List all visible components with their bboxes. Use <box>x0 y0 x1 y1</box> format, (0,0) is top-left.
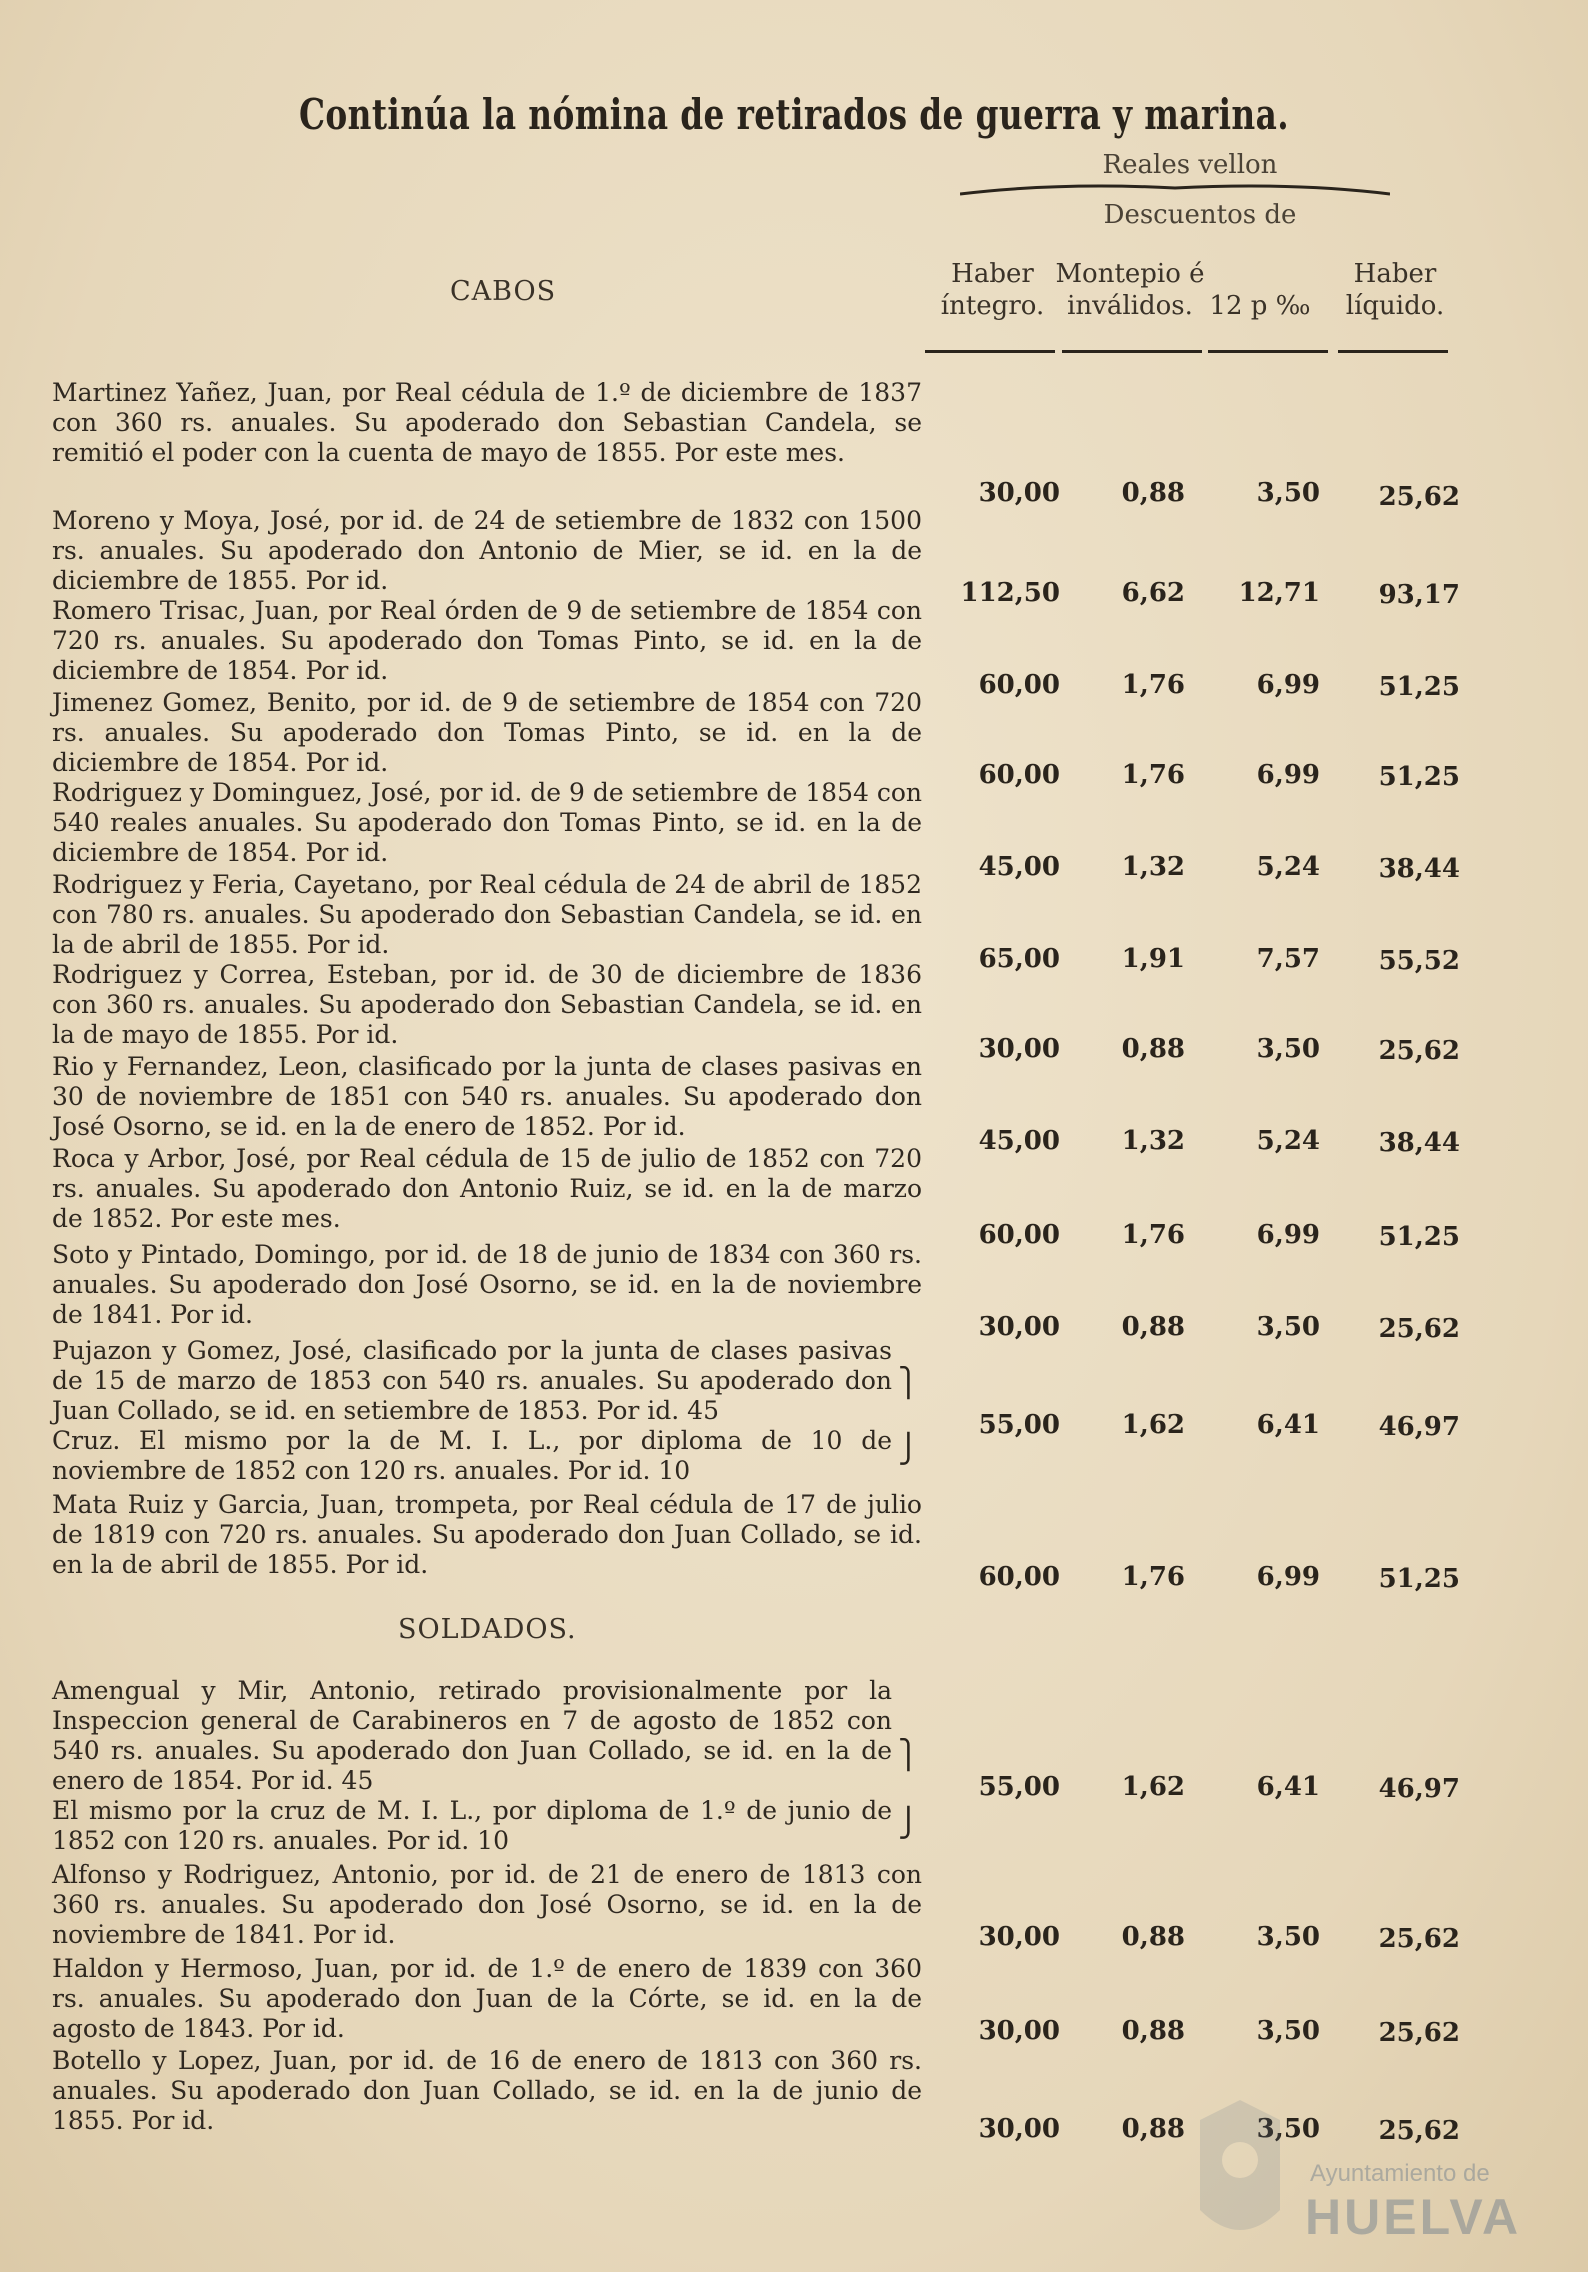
watermark-line1: Ayuntamiento de <box>1310 2160 1490 2187</box>
doce-por-mil-value: 3,50 <box>1256 478 1320 508</box>
doce-por-mil-value: 5,24 <box>1256 852 1320 882</box>
haber-integro-value: 112,50 <box>960 578 1060 608</box>
entry-text-sub: El mismo por la cruz de M. I. L., por diploma de 1.º de junio de 1852 con 120 rs. anuales. Por id. 10 <box>52 1796 892 1855</box>
header-rule <box>1062 350 1202 353</box>
haber-integro-value: 30,00 <box>978 478 1060 508</box>
doce-por-mil-value: 6,99 <box>1256 1220 1320 1250</box>
entry-text: Mata Ruiz y Garcia, Juan, trompeta, por Real cédula de 17 de julio de 1819 con 720 rs. anuales. Su apoderado don Juan Collado, se id. en la de abril de 1855. Por id. <box>52 1490 922 1579</box>
col-12-por-mil: 12 p ‰ <box>1209 291 1311 321</box>
haber-liquido-value: 51,25 <box>1378 1222 1460 1252</box>
header-rule <box>1338 350 1448 353</box>
page-title: Continúa la nómina de retirados de guerra y marina. <box>298 90 1290 139</box>
haber-liquido-value: 51,25 <box>1378 1564 1460 1594</box>
doce-por-mil-value: 7,57 <box>1256 944 1320 974</box>
haber-liquido-value: 46,97 <box>1378 1774 1460 1804</box>
haber-liquido-value: 25,62 <box>1378 2116 1460 2146</box>
haber-liquido-value: 46,97 <box>1378 1412 1460 1442</box>
doce-por-mil-value: 3,50 <box>1256 1034 1320 1064</box>
doce-por-mil-value: 6,41 <box>1256 1772 1320 1802</box>
haber-liquido-value: 38,44 <box>1378 1128 1460 1158</box>
montepio-value: 1,76 <box>1121 1220 1185 1250</box>
entry-text: Rio y Fernandez, Leon, clasificado por la junta de clases pasivas en 30 de noviembre de 1851 con 540 rs. anuales. Su apoderado don José Osorno, se id. en la de enero de 1852. Por id. <box>52 1052 922 1141</box>
montepio-value: 1,76 <box>1121 760 1185 790</box>
entry-text: Romero Trisac, Juan, por Real órden de 9 de setiembre de 1854 con 720 rs. anuales. Su apoderado don Tomas Pinto, se id. en la de diciembre de 1854. Por id. <box>52 596 922 685</box>
bracket-glyph: ⎭ <box>898 1432 919 1465</box>
entry-text: Pujazon y Gomez, José, clasificado por la junta de clases pasivas de 15 de marzo de 1853 con 540 rs. anuales. Su apoderado don Juan Collado, se id. en setiembre de 1853. Por id. 45 <box>52 1336 892 1425</box>
header-brace <box>960 180 1390 198</box>
col-haber-integro: Haber íntegro. <box>940 259 1045 321</box>
section-soldados: SOLDADOS. <box>398 1614 577 1645</box>
entry-text: Amengual y Mir, Antonio, retirado provisionalmente por la Inspeccion general de Carabineros en 7 de agosto de 1852 con 540 rs. anuales. Su apoderado don Juan Collado, se id. en la de enero de 1854. Por id. 45 <box>52 1676 892 1795</box>
haber-integro-value: 65,00 <box>978 944 1060 974</box>
haber-integro-value: 60,00 <box>978 760 1060 790</box>
haber-liquido-value: 51,25 <box>1378 762 1460 792</box>
haber-liquido-value: 25,62 <box>1378 2018 1460 2048</box>
entry-text: Jimenez Gomez, Benito, por id. de 9 de setiembre de 1854 con 720 rs. anuales. Su apoderado don Tomas Pinto, se id. en la de diciembre de 1854. Por id. <box>52 688 922 777</box>
header-rule <box>925 350 1055 353</box>
haber-liquido-value: 93,17 <box>1378 580 1460 610</box>
doce-por-mil-value: 6,41 <box>1256 1410 1320 1440</box>
entry-text: Botello y Lopez, Juan, por id. de 16 de enero de 1813 con 360 rs. anuales. Su apoderado don Juan Collado, se id. en la de junio de 1855. Por id. <box>52 2046 922 2135</box>
entry-text: Alfonso y Rodriguez, Antonio, por id. de 21 de enero de 1813 con 360 rs. anuales. Su apoderado don José Osorno, se id. en la de noviembre de 1841. Por id. <box>52 1860 922 1949</box>
entry-text-sub: Cruz. El mismo por la de M. I. L., por diploma de 10 de noviembre de 1852 con 120 rs. anuales. Por id. 10 <box>52 1426 892 1485</box>
doce-por-mil-value: 3,50 <box>1256 1922 1320 1952</box>
col-haber-liquido: Haber líquido. <box>1345 259 1445 321</box>
bracket-glyph: ⎫ <box>898 1366 919 1399</box>
haber-integro-value: 60,00 <box>978 1562 1060 1592</box>
doce-por-mil-value: 6,99 <box>1256 670 1320 700</box>
haber-integro-value: 30,00 <box>978 1922 1060 1952</box>
montepio-value: 1,76 <box>1121 670 1185 700</box>
montepio-value: 1,32 <box>1121 852 1185 882</box>
haber-integro-value: 45,00 <box>978 1126 1060 1156</box>
doce-por-mil-value: 3,50 <box>1256 2016 1320 2046</box>
haber-integro-value: 60,00 <box>978 1220 1060 1250</box>
haber-liquido-value: 25,62 <box>1378 1314 1460 1344</box>
haber-liquido-value: 55,52 <box>1378 946 1460 976</box>
doce-por-mil-value: 6,99 <box>1256 760 1320 790</box>
entry-text: Haldon y Hermoso, Juan, por id. de 1.º de enero de 1839 con 360 rs. anuales. Su apoderado don Juan de la Córte, se id. en la de agosto de 1843. Por id. <box>52 1954 922 2043</box>
haber-integro-value: 30,00 <box>978 2114 1060 2144</box>
montepio-value: 1,76 <box>1121 1562 1185 1592</box>
haber-liquido-value: 25,62 <box>1378 1036 1460 1066</box>
montepio-value: 0,88 <box>1121 2016 1185 2046</box>
doce-por-mil-value: 12,71 <box>1238 578 1320 608</box>
montepio-value: 0,88 <box>1121 2114 1185 2144</box>
haber-integro-value: 55,00 <box>978 1772 1060 1802</box>
montepio-value: 1,62 <box>1121 1410 1185 1440</box>
entry-text: Soto y Pintado, Domingo, por id. de 18 de junio de 1834 con 360 rs. anuales. Su apoderado don José Osorno, se id. en la de noviembre de 1841. Por id. <box>52 1240 922 1329</box>
col-montepio: Montepio é inválidos. <box>1055 259 1205 321</box>
bracket-glyph: ⎫ <box>898 1738 919 1771</box>
watermark-line2: HUELVA <box>1305 2189 1522 2245</box>
haber-integro-value: 60,00 <box>978 670 1060 700</box>
montepio-value: 1,32 <box>1121 1126 1185 1156</box>
haber-integro-value: 55,00 <box>978 1410 1060 1440</box>
haber-integro-value: 30,00 <box>978 1034 1060 1064</box>
bracket-glyph: ⎭ <box>898 1806 919 1839</box>
haber-integro-value: 30,00 <box>978 2016 1060 2046</box>
haber-liquido-value: 25,62 <box>1378 482 1460 512</box>
descuentos-header: Descuentos de <box>1103 200 1297 230</box>
doce-por-mil-value: 3,50 <box>1256 2114 1320 2144</box>
entry-text: Rodriguez y Feria, Cayetano, por Real cédula de 24 de abril de 1852 con 780 rs. anuales. Su apoderado don Sebastian Candela, se id. en la de abril de 1855. Por id. <box>52 870 922 959</box>
montepio-value: 0,88 <box>1121 1922 1185 1952</box>
entry-text: Roca y Arbor, José, por Real cédula de 15 de julio de 1852 con 720 rs. anuales. Su apoderado don Antonio Ruiz, se id. en la de marzo de 1852. Por este mes. <box>52 1144 922 1233</box>
entry-text: Rodriguez y Dominguez, José, por id. de 9 de setiembre de 1854 con 540 reales anuales. Su apoderado don Tomas Pinto, se id. en la de diciembre de 1854. Por id. <box>52 778 922 867</box>
haber-integro-value: 30,00 <box>978 1312 1060 1342</box>
haber-liquido-value: 51,25 <box>1378 672 1460 702</box>
entry-text: Martinez Yañez, Juan, por Real cédula de 1.º de diciembre de 1837 con 360 rs. anuales. Su apoderado don Sebastian Candela, se remitió el poder con la cuenta de mayo de 1855. Por este mes. <box>52 378 922 467</box>
montepio-value: 0,88 <box>1121 1312 1185 1342</box>
haber-liquido-value: 25,62 <box>1378 1924 1460 1954</box>
montepio-value: 0,88 <box>1121 1034 1185 1064</box>
montepio-value: 1,91 <box>1121 944 1185 974</box>
montepio-value: 0,88 <box>1121 478 1185 508</box>
doce-por-mil-value: 6,99 <box>1256 1562 1320 1592</box>
doce-por-mil-value: 5,24 <box>1256 1126 1320 1156</box>
montepio-value: 6,62 <box>1121 578 1185 608</box>
entry-text: Moreno y Moya, José, por id. de 24 de setiembre de 1832 con 1500 rs. anuales. Su apoderado don Antonio de Mier, se id. en la de diciembre de 1855. Por id. <box>52 506 922 595</box>
section-cabos: CABOS <box>450 276 557 307</box>
header-rule <box>1208 350 1328 353</box>
haber-liquido-value: 38,44 <box>1378 854 1460 884</box>
montepio-value: 1,62 <box>1121 1772 1185 1802</box>
doce-por-mil-value: 3,50 <box>1256 1312 1320 1342</box>
reales-header: Reales vellon <box>1102 150 1278 180</box>
haber-integro-value: 45,00 <box>978 852 1060 882</box>
entry-text: Rodriguez y Correa, Esteban, por id. de 30 de diciembre de 1836 con 360 rs. anuales. Su apoderado don Sebastian Candela, se id. en la de mayo de 1855. Por id. <box>52 960 922 1049</box>
